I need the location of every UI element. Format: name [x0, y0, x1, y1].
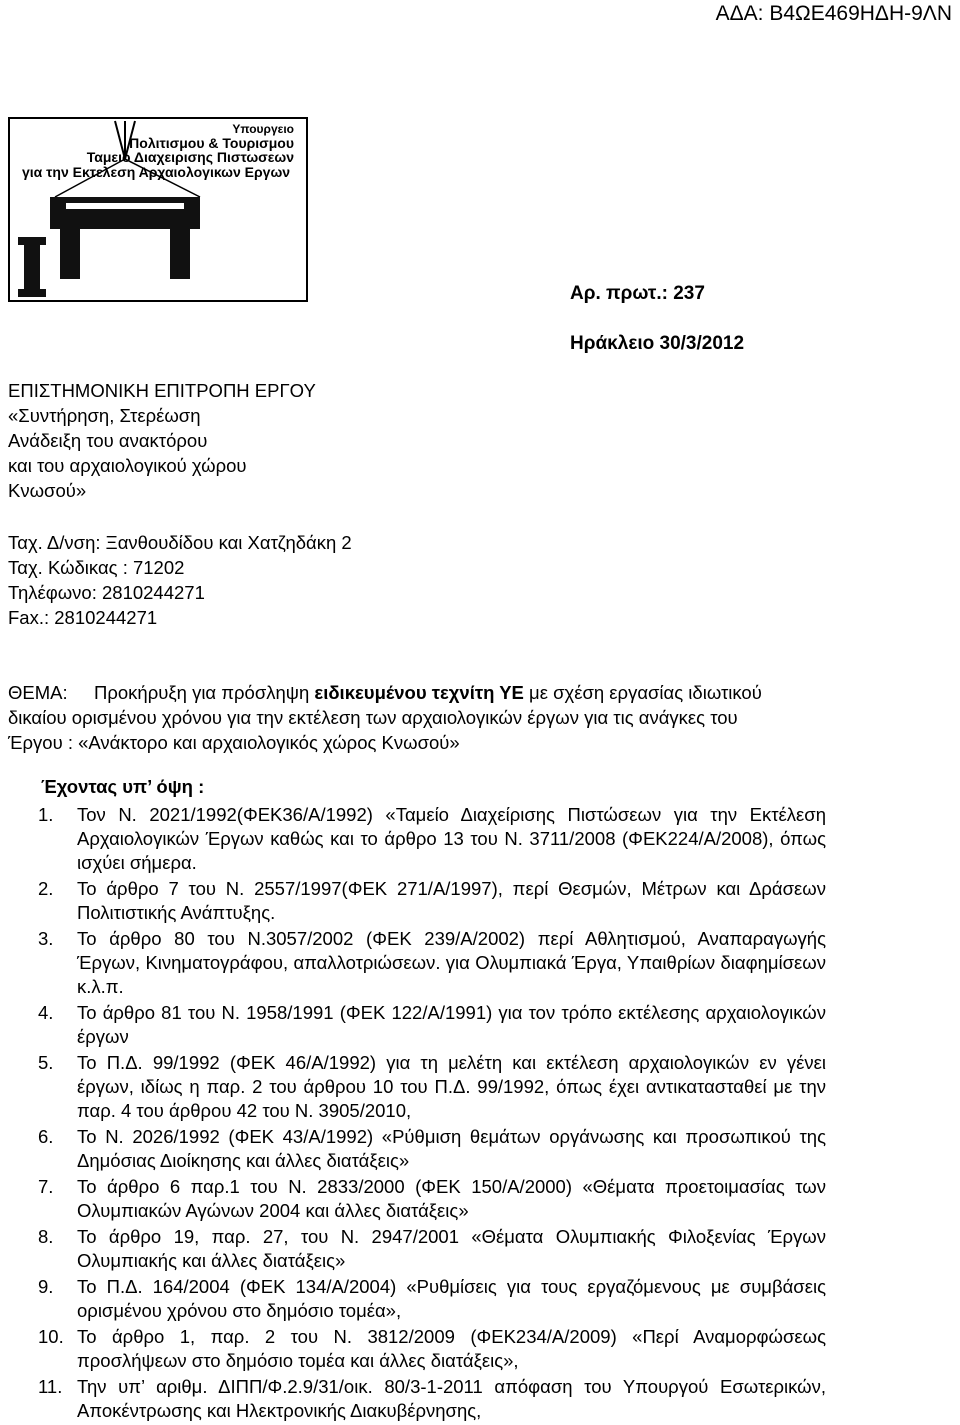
list-item — [8, 877, 826, 925]
item-number: 6. — [38, 1126, 54, 1147]
item-number: 4. — [38, 1002, 54, 1023]
item-text: Το άρθρο 80 του Ν.3057/2002 (ΦΕΚ 239/Α/2002) περί Αθλητισμού, Αναπαραγωγής Έργων, Κινηματογράφου, απαλλοτριώσεων. για Ολυμπιακά Έργα, Υπαιθρίων διαφημίσεων κ.λ.π. — [77, 928, 826, 997]
protocol-number: Αρ. πρωτ.: 237 — [570, 283, 705, 304]
logo-line: Ταμειο Διαχειρισης Πιστωσεων — [86, 149, 294, 166]
item-text: Το άρθρο 7 του Ν. 2557/1997(ΦΕΚ 271/Α/1997), περί Θεσμών, Μέτρων και Δράσεων Πολιτιστικής Ανάπτυξης. — [77, 878, 826, 923]
subject-paragraph — [8, 680, 783, 755]
item-number: 3. — [38, 928, 54, 949]
contact-block — [8, 530, 352, 630]
item-text: Το άρθρο 19, παρ. 27, του Ν. 2947/2001 «Θέματα Ολυμπιακής Φιλοξενίας Έργων Ολυμπιακής και άλλες διατάξεις» — [77, 1226, 826, 1271]
subject-label: ΘΕΜΑ: — [8, 682, 68, 703]
item-number: 7. — [38, 1176, 54, 1197]
list-item — [8, 1375, 826, 1423]
list-item — [8, 1175, 826, 1223]
item-text: Το Π.Δ. 164/2004 (ΦΕΚ 134/Α/2004) «Ρυθμίσεις για τους εργαζόμενους με συμβάσεις ορισμένου χρόνου στο δημόσιο τομέα», — [77, 1276, 826, 1321]
list-item — [8, 1225, 826, 1273]
list-item — [8, 927, 826, 999]
item-text: Το άρθρο 6 παρ.1 του Ν. 2833/2000 (ΦΕΚ 150/Α/2000) «Θέματα προετοιμασίας των Ολυμπιακών Αγώνων 2004 και άλλες διατάξεις» — [77, 1176, 826, 1221]
item-text: Το Π.Δ. 99/1992 (ΦΕΚ 46/Α/1992) για τη μελέτη και εκτέλεση αρχαιολογικών εν γένει έργων, ιδίως η παρ. 2 του άρθρου 10 του Π.Δ. 99/1992, όπως έχει αντικατασταθεί με την παρ. 4 του άρθρου 42 του Ν. 3905/2010, — [77, 1052, 826, 1121]
list-item — [8, 803, 826, 875]
item-number: 8. — [38, 1226, 54, 1247]
subject-position: ειδικευμένου τεχνίτη ΥΕ — [314, 682, 524, 703]
item-number: 1. — [38, 804, 54, 825]
logo-line: Υπουργειο — [232, 122, 294, 136]
sender-line: «Συντήρηση, Στερέωση — [8, 405, 201, 426]
item-text: Το άρθρο 81 του Ν. 1958/1991 (ΦΕΚ 122/Α/1991) για τον τρόπο εκτέλεσης αρχαιολογικών έργων — [77, 1002, 826, 1047]
sender-line: ΕΠΙΣΤΗΜΟΝΙΚΗ ΕΠΙΤΡΟΠΗ ΕΡΓΟΥ — [8, 380, 316, 401]
logo-text — [22, 123, 294, 180]
list-item — [8, 1001, 826, 1049]
sender-line: και του αρχαιολογικού χώρου — [8, 455, 247, 476]
contact-line: Fax.: 2810244271 — [8, 607, 158, 628]
item-text: Το άρθρο 1, παρ. 2 του Ν. 3812/2009 (ΦΕΚ234/Α/2009) «Περί Αναμορφώσεως προσλήψεων στο δημόσιο τομέα και άλλες διατάξεις», — [77, 1326, 826, 1371]
subject-text-end: με σχέση εργασίας ιδιωτικού δικαίου ορισμένου χρόνου για την εκτέλεση των αρχαιολογικών έργων για τις ανάγκες του Έργου : «Ανάκτορο και αρχαιολογικός χώρος Κνωσού» — [8, 682, 762, 753]
item-text: Την υπ’ αριθμ. ΔΙΠΠ/Φ.2.9/31/οικ. 80/3-1-2011 απόφαση του Υπουργού Εσωτερικών, Αποκέντρωσης και Ηλεκτρονικής Διακυβέρνησης, — [77, 1376, 826, 1421]
sender-line: Ανάδειξη του ανακτόρου — [8, 430, 208, 451]
legal-basis-list — [8, 803, 826, 1425]
contact-line: Ταχ. Κώδικας : 71202 — [8, 557, 185, 578]
item-number: 10. — [38, 1326, 64, 1347]
item-number: 5. — [38, 1052, 54, 1073]
item-text: Το Ν. 2026/1992 (ΦΕΚ 43/Α/1992) «Ρύθμιση θεμάτων οργάνωσης και προσωπικού της Δημόσιας Διοίκησης και άλλες διατάξεις» — [77, 1126, 826, 1171]
ada-code: ΑΔΑ: Β4ΩΕ469ΗΔΗ-9ΛΝ — [715, 2, 952, 25]
item-number: 11. — [38, 1376, 63, 1397]
having-in-view-heading: Έχοντας υπ’ όψη : — [41, 776, 205, 797]
contact-line: Ταχ. Δ/νση: Ξανθουδίδου και Χατζηδάκη 2 — [8, 532, 352, 553]
list-item — [8, 1325, 826, 1373]
logo-line: για την Εκτελεση Αρχαιολογικων Εργων — [22, 163, 291, 180]
sender-block — [8, 378, 316, 503]
sender-line: Κνωσού» — [8, 480, 87, 501]
item-text: Τον Ν. 2021/1992(ΦΕΚ36/Α/1992) «Ταμείο Διαχείρισης Πιστώσεων για την Εκτέλεση Αρχαιολογικών Έργων καθώς και το άρθρο 13 του Ν. 3711/2008 (ΦΕΚ224/Α/2008), όπως ισχύει σήμερα. — [77, 804, 826, 873]
logo-line: Πολιτισμου & Τουρισμου — [129, 134, 294, 151]
subject-text-start: Προκήρυξη για πρόσληψη — [94, 682, 315, 703]
item-number: 2. — [38, 878, 54, 899]
contact-line: Τηλέφωνο: 2810244271 — [8, 582, 205, 603]
place-date: Ηράκλειο 30/3/2012 — [570, 333, 745, 354]
item-number: 9. — [38, 1276, 54, 1297]
list-item — [8, 1051, 826, 1123]
list-item — [8, 1125, 826, 1173]
list-item — [8, 1275, 826, 1323]
